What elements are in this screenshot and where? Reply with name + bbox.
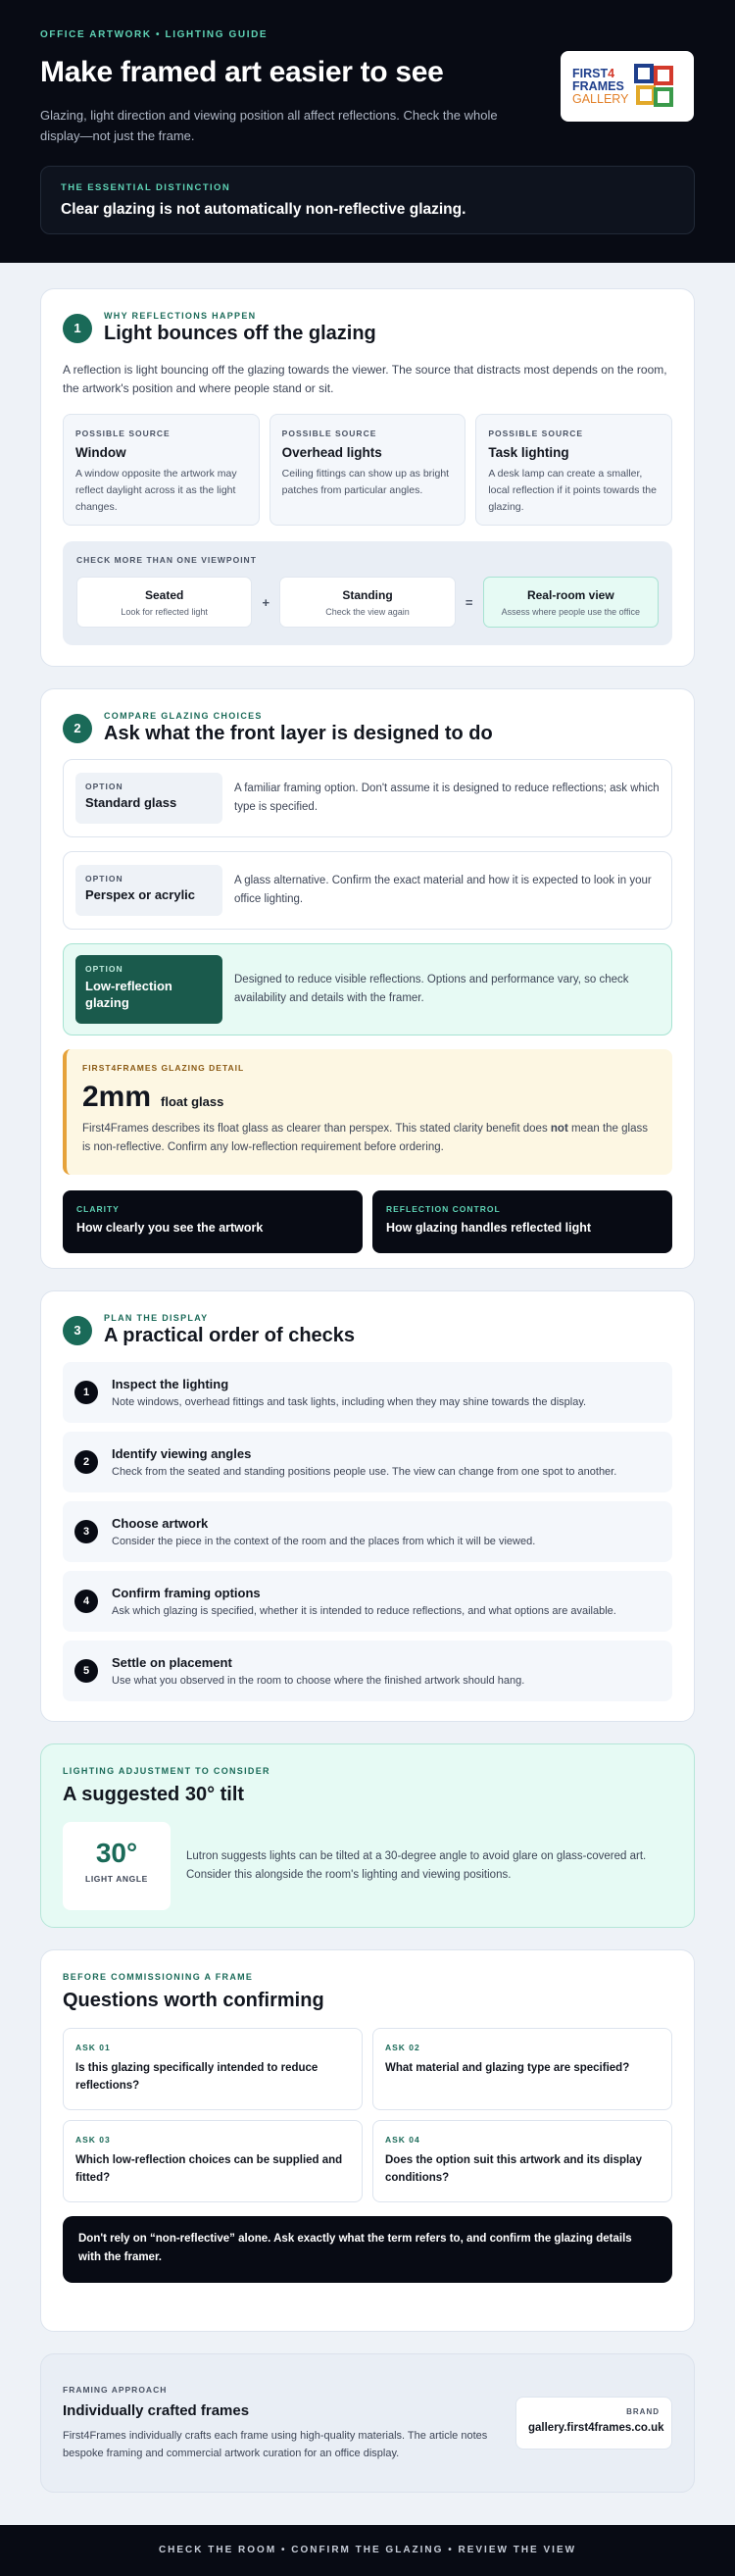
step-number: 3: [74, 1520, 98, 1543]
source-title: Overhead lights: [281, 445, 382, 460]
questions-title: Questions worth confirming: [63, 1990, 324, 2011]
detail-value: 2mm: [82, 1081, 152, 1113]
angle-badge: [63, 1822, 171, 1910]
framing-eyebrow: FRAMING APPROACH: [63, 2384, 168, 2395]
question-eyebrow: ASK 03: [75, 2135, 111, 2145]
section-eyebrow: PLAN THE DISPLAY: [104, 1313, 209, 1323]
question-text: Which low-reflection choices can be supplied and fitted?: [75, 2154, 343, 2184]
viewpoint-sub: Look for reflected light: [121, 607, 208, 617]
source-title: Window: [75, 445, 126, 460]
check-step: [63, 1362, 672, 1423]
option-label: OPTION: [85, 874, 123, 884]
section-eyebrow: WHY REFLECTIONS HAPPEN: [104, 311, 257, 321]
framing-title: Individually crafted frames: [63, 2401, 250, 2419]
detail-unit: float glass: [161, 1094, 224, 1109]
source-text: Ceiling fittings can show up as bright patches from particular angles.: [281, 468, 450, 496]
equals-icon: =: [465, 594, 473, 610]
check-step: [63, 1432, 672, 1492]
tile-clarity: [63, 1190, 363, 1253]
viewpoint-standing: [279, 577, 455, 628]
step-text: Use what you observed in the room to choose where the finished artwork should hang.: [112, 1675, 525, 1687]
viewpoint-real-room: [483, 577, 659, 628]
questions-section: [40, 1949, 695, 2332]
option-desc: Designed to reduce visible reflections. Options and performance vary, so check availability and details with the framer.: [234, 974, 629, 1004]
glazing-detail-callout: [63, 1049, 672, 1175]
tilt-title: A suggested 30° tilt: [63, 1784, 245, 1805]
hero-subtitle: Glazing, light direction and viewing position all affect reflections. Check the whole display—not just the frame.: [40, 108, 498, 143]
question-card: [372, 2028, 672, 2110]
step-title: Choose artwork: [112, 1516, 209, 1531]
step-number: 5: [74, 1659, 98, 1683]
step-title: Identify viewing angles: [112, 1446, 252, 1461]
tile-eyebrow: CLARITY: [76, 1204, 120, 1214]
section-eyebrow: COMPARE GLAZING CHOICES: [104, 711, 263, 721]
section-title: Light bounces off the glazing: [104, 323, 376, 344]
question-eyebrow: ASK 01: [75, 2043, 111, 2052]
section-intro: A reflection is light bouncing off the glazing towards the viewer. The source that distracts most depends on the room, the artwork's position and where people stand or sit.: [63, 363, 667, 395]
step-text: Note windows, overhead fittings and task lights, including when they may shine towards the display.: [112, 1396, 587, 1408]
question-card: [63, 2120, 363, 2202]
option-name: Standard glass: [85, 795, 177, 810]
section-title: A practical order of checks: [104, 1325, 356, 1346]
detail-text-emphasis: not: [550, 1123, 568, 1135]
brand-eyebrow: BRAND: [626, 2407, 660, 2416]
essential-distinction-box: [40, 166, 695, 234]
distinction-title: Clear glazing is not automatically non-reflective glazing.: [61, 201, 466, 218]
option-name: Perspex or acrylic: [85, 887, 196, 902]
logo-line3: GALLERY: [572, 91, 629, 106]
warning-banner: Don't rely on “non-reflective” alone. Ask exactly what the term refers to, and confirm the glazing details with the framer.: [63, 2216, 672, 2283]
question-text: Is this glazing specifically intended to reduce reflections?: [75, 2062, 318, 2092]
option-desc: A familiar framing option. Don't assume it is designed to reduce reflections; ask which type is specified.: [234, 783, 660, 813]
logo-line2: FRAMES: [572, 78, 624, 93]
question-text: What material and glazing type are specified?: [385, 2062, 630, 2074]
tile-reflection-control: [372, 1190, 672, 1253]
tilt-text: Lutron suggests lights can be tilted at a 30-degree angle to avoid glare on glass-covered art. Consider this alongside the room's lighting and viewing positions.: [186, 1850, 647, 1881]
logo-wordmark: [572, 68, 628, 106]
section-title: Ask what the front layer is designed to do: [104, 723, 493, 744]
option-name: Low-reflection glazing: [85, 979, 172, 1010]
step-number: 4: [74, 1590, 98, 1613]
viewpoint-sub: Check the view again: [325, 607, 410, 617]
framing-text: First4Frames individually crafts each frame using high-quality materials. The article notes bespoke framing and commercial artwork curation for an office display.: [63, 2429, 488, 2459]
page-footer: CHECK THE ROOM • CONFIRM THE GLAZING • REVIEW THE VIEW: [0, 2525, 735, 2576]
logo-squares-icon: [632, 62, 679, 111]
source-text: A window opposite the artwork may reflect daylight across it as the light changes.: [75, 468, 237, 513]
option-low-reflection: [63, 943, 672, 1035]
section-number-badge: 2: [63, 714, 92, 743]
detail-eyebrow: FIRST4FRAMES GLAZING DETAIL: [82, 1063, 245, 1073]
option-perspex: [63, 851, 672, 930]
framing-approach: [40, 2353, 695, 2493]
viewpoint-panel: [63, 541, 672, 645]
source-card-task: [475, 414, 672, 526]
section-reflections: [40, 288, 695, 667]
angle-value: 30°: [95, 1838, 138, 1868]
source-eyebrow: POSSIBLE SOURCE: [488, 429, 584, 438]
brand-logo[interactable]: [561, 51, 694, 122]
question-text: Does the option suit this artwork and its display conditions?: [385, 2154, 642, 2184]
viewpoint-seated: [76, 577, 252, 628]
source-card-overhead: [270, 414, 466, 526]
viewpoint-eyebrow: CHECK MORE THAN ONE VIEWPOINT: [76, 555, 257, 565]
viewpoint-title: Standing: [342, 588, 393, 602]
check-step: [63, 1571, 672, 1632]
source-text: A desk lamp can create a smaller, local reflection if it points towards the glazing.: [488, 468, 657, 513]
question-eyebrow: ASK 04: [385, 2135, 420, 2145]
distinction-eyebrow: THE ESSENTIAL DISTINCTION: [61, 182, 231, 193]
step-text: Ask which glazing is specified, whether it is intended to reduce reflections, and what options are available.: [112, 1605, 616, 1617]
brand-url-link[interactable]: gallery.first4frames.co.uk: [528, 2422, 664, 2434]
source-eyebrow: POSSIBLE SOURCE: [75, 429, 171, 438]
option-desc: A glass alternative. Confirm the exact material and how it is expected to look in your office lighting.: [234, 875, 652, 905]
logo-number: 4: [608, 66, 615, 80]
question-card: [63, 2028, 363, 2110]
tilt-eyebrow: LIGHTING ADJUSTMENT TO CONSIDER: [63, 1766, 270, 1776]
tilt-callout: [40, 1743, 695, 1928]
step-number: 1: [74, 1381, 98, 1404]
angle-label: LIGHT ANGLE: [85, 1874, 148, 1884]
source-card-window: [63, 414, 260, 526]
check-step: [63, 1641, 672, 1701]
section-checks: [40, 1290, 695, 1722]
step-title: Inspect the lighting: [112, 1377, 229, 1391]
sources-grid: [63, 414, 672, 526]
step-text: Check from the seated and standing positions people use. The view can change from one spot to another.: [112, 1466, 617, 1478]
check-step: [63, 1501, 672, 1562]
hero-eyebrow: OFFICE ARTWORK • LIGHTING GUIDE: [40, 29, 269, 40]
detail-text-c: mean the glass is non-reflective. Confirm any low-reflection requirement before ordering.: [82, 1123, 648, 1153]
plus-icon: +: [262, 594, 270, 610]
question-eyebrow: ASK 02: [385, 2043, 420, 2052]
hero-header: [0, 0, 735, 263]
step-text: Consider the piece in the context of the room and the places from which it will be viewed.: [112, 1536, 536, 1547]
source-eyebrow: POSSIBLE SOURCE: [281, 429, 377, 438]
questions-eyebrow: BEFORE COMMISSIONING A FRAME: [63, 1972, 254, 1982]
detail-text-a: First4Frames describes its float glass as clearer than perspex. This stated clarity benefit does: [82, 1123, 551, 1135]
section-glazing: [40, 688, 695, 1269]
viewpoint-title: Seated: [144, 588, 184, 602]
viewpoint-sub: Assess where people use the office: [501, 607, 641, 617]
section-number-badge: 1: [63, 314, 92, 343]
brand-link-box[interactable]: [515, 2397, 672, 2450]
question-card: [372, 2120, 672, 2202]
option-standard-glass: [63, 759, 672, 837]
step-title: Settle on placement: [112, 1655, 232, 1670]
logo-line1: FIRST: [572, 66, 609, 80]
tile-eyebrow: REFLECTION CONTROL: [386, 1204, 501, 1214]
option-label: OPTION: [85, 782, 123, 791]
detail-text: [82, 1120, 659, 1157]
tile-title: How clearly you see the artwork: [76, 1221, 264, 1235]
step-number: 2: [74, 1450, 98, 1474]
step-title: Confirm framing options: [112, 1586, 261, 1600]
tile-title: How glazing handles reflected light: [386, 1221, 592, 1235]
page-title: Make framed art easier to see: [40, 56, 444, 88]
source-title: Task lighting: [488, 445, 569, 460]
viewpoint-title: Real-room view: [526, 588, 614, 602]
section-number-badge: 3: [63, 1316, 92, 1345]
option-label: OPTION: [85, 964, 123, 974]
